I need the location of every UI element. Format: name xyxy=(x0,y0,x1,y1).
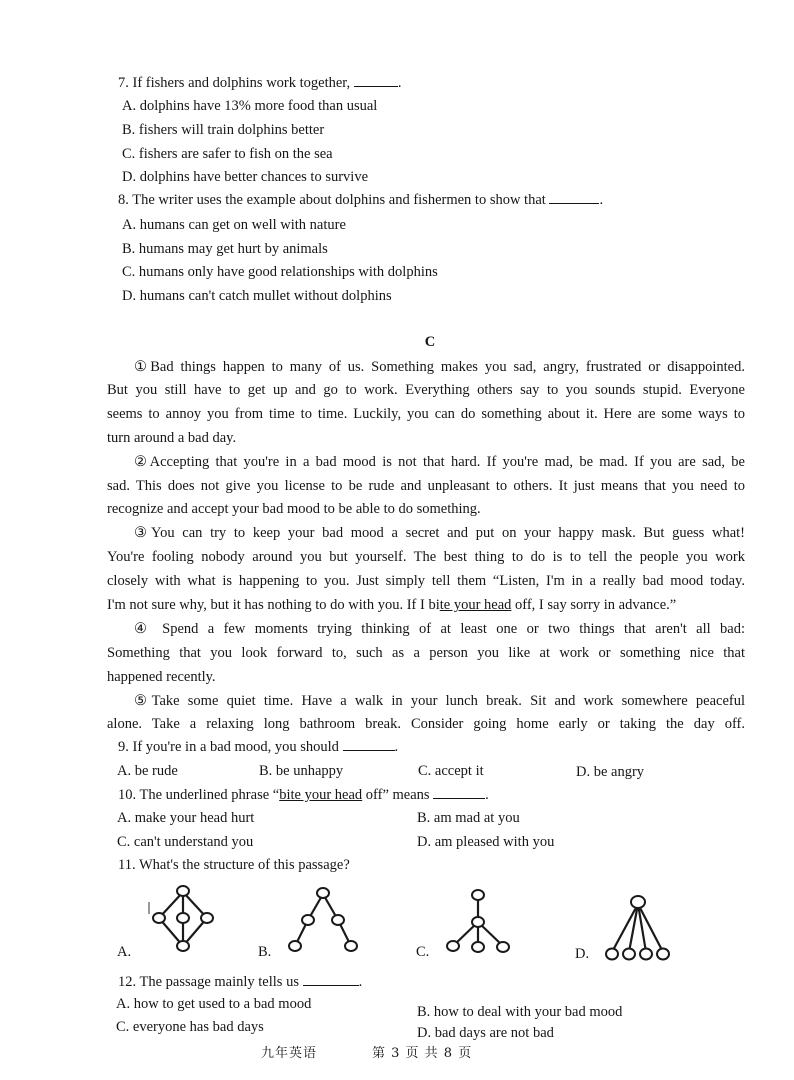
passage-line-underlined xyxy=(107,596,676,614)
text: I'm not sure why, but it has nothing to do with you. If I bi xyxy=(107,597,440,613)
question-text: The underlined phrase “ xyxy=(139,787,280,803)
passage-line: ④ Spend a few moments trying thinking of at least one or two things that aren't all bad: xyxy=(134,621,745,637)
period: . xyxy=(358,974,363,990)
answer-blank xyxy=(433,786,485,799)
passage-line: Something that you look forward to, such as a person you like at work or something nice that xyxy=(107,645,745,661)
passage-line: ⑤Take some quiet time. Have a walk in your lunch break. Sit and work somewhere peaceful xyxy=(134,693,745,709)
option-11c-label: C. xyxy=(416,944,430,960)
passage-line: sad. This does not give you license to be rude and unpleasant to others. It just means that you need to xyxy=(107,478,745,494)
passage-line: closely with what is happening to you. Just simply tell them “Listen, I'm in a really bad mood today. xyxy=(107,573,745,589)
option-8a: A. humans can get on well with nature xyxy=(122,217,346,233)
section-title: C xyxy=(424,334,436,350)
option-10b: B. am mad at you xyxy=(417,810,520,826)
question-7-stem xyxy=(118,74,401,92)
passage-line: ①Bad things happen to many of us. Something makes you sad, angry, frustrated or disappointed. xyxy=(134,359,745,375)
question-number: 11. xyxy=(118,857,136,873)
option-9c: C. accept it xyxy=(418,763,484,779)
structure-diagram-c-icon xyxy=(443,882,513,957)
option-12b: B. how to deal with your bad mood xyxy=(417,1004,623,1020)
passage-line: recognize and accept your bad mood to be able to do something. xyxy=(107,501,481,517)
period: . xyxy=(397,75,402,91)
question-11-stem xyxy=(118,856,350,874)
option-12c: C. everyone has bad days xyxy=(116,1019,264,1035)
passage-line: seems to annoy you from time to time. Luckily, you can do something about it. Here are some ways to xyxy=(107,406,745,422)
answer-blank xyxy=(343,738,395,751)
underlined-phrase: te your head xyxy=(439,597,512,613)
option-8d: D. humans can't catch mullet without dolphins xyxy=(122,288,392,304)
passage-line: ③You can try to keep your bad mood a secret and put on your happy mask. But guess what! xyxy=(134,525,745,541)
passage-line: You're fooling nobody around you but yourself. The best thing to do is to tell the people you work xyxy=(107,549,745,565)
option-10a: A. make your head hurt xyxy=(117,810,255,826)
question-text: If you're in a bad mood, you should xyxy=(132,739,339,755)
period: . xyxy=(599,192,604,208)
period: . xyxy=(485,787,489,803)
passage-line: ②Accepting that you're in a bad mood is not that hard. If you're mad, be mad. If you are sad, be xyxy=(134,454,745,470)
option-10d: D. am pleased with you xyxy=(417,834,555,850)
option-9d: D. be angry xyxy=(576,764,645,780)
structure-diagram-a-icon xyxy=(145,880,225,955)
structure-diagram-b-icon xyxy=(285,882,365,957)
option-9a: A. be rude xyxy=(117,763,178,779)
question-number: 12. xyxy=(118,974,137,990)
question-number: 8. xyxy=(118,192,129,208)
period: . xyxy=(394,739,399,755)
answer-blank xyxy=(303,973,359,986)
option-9b: B. be unhappy xyxy=(259,763,344,779)
question-number: 10. xyxy=(118,787,137,803)
passage-line: happened recently. xyxy=(107,669,216,685)
question-text: The passage mainly tells us xyxy=(139,974,299,990)
footer-subject: 九年英语 xyxy=(261,1046,318,1061)
option-8b: B. humans may get hurt by animals xyxy=(122,241,328,257)
question-number: 7. xyxy=(118,75,129,91)
structure-diagram-d-icon xyxy=(600,892,680,964)
answer-blank xyxy=(549,191,599,204)
passage-line: But you still have to get up and go to work. Everything others say to you sounds stupid. Everyone xyxy=(107,382,745,398)
option-8c: C. humans only have good relationships with dolphins xyxy=(122,264,438,280)
option-7d: D. dolphins have better chances to survive xyxy=(122,169,369,185)
question-text: What's the structure of this passage? xyxy=(138,857,350,873)
question-12-stem xyxy=(118,973,362,991)
option-11d-label: D. xyxy=(575,946,590,962)
question-10-stem xyxy=(118,786,489,804)
option-11a-label: A. xyxy=(117,944,132,960)
option-10c: C. can't understand you xyxy=(117,834,254,850)
footer-page-number: 第 3 页 共 8 页 xyxy=(372,1046,473,1061)
option-7a: A. dolphins have 13% more food than usual xyxy=(122,98,378,114)
text: off, I say sorry in advance.” xyxy=(511,597,677,613)
question-text: off” means xyxy=(362,787,430,803)
question-number: 9. xyxy=(118,739,129,755)
question-text: The writer uses the example about dolphins and fishermen to show that xyxy=(132,192,546,208)
answer-blank xyxy=(354,74,398,87)
question-9-stem xyxy=(118,738,398,756)
question-8-stem xyxy=(118,191,603,209)
option-7b: B. fishers will train dolphins better xyxy=(122,122,325,138)
question-text: If fishers and dolphins work together, xyxy=(132,75,351,91)
option-7c: C. fishers are safer to fish on the sea xyxy=(122,146,333,162)
underlined-phrase: bite your head xyxy=(279,787,363,803)
option-12a: A. how to get used to a bad mood xyxy=(116,996,312,1012)
option-11b-label: B. xyxy=(258,944,272,960)
option-12d: D. bad days are not bad xyxy=(417,1025,554,1041)
passage-line: turn around a bad day. xyxy=(107,430,237,446)
passage-line: alone. Take a relaxing long bathroom break. Consider going home early or taking the day off. xyxy=(107,716,745,732)
